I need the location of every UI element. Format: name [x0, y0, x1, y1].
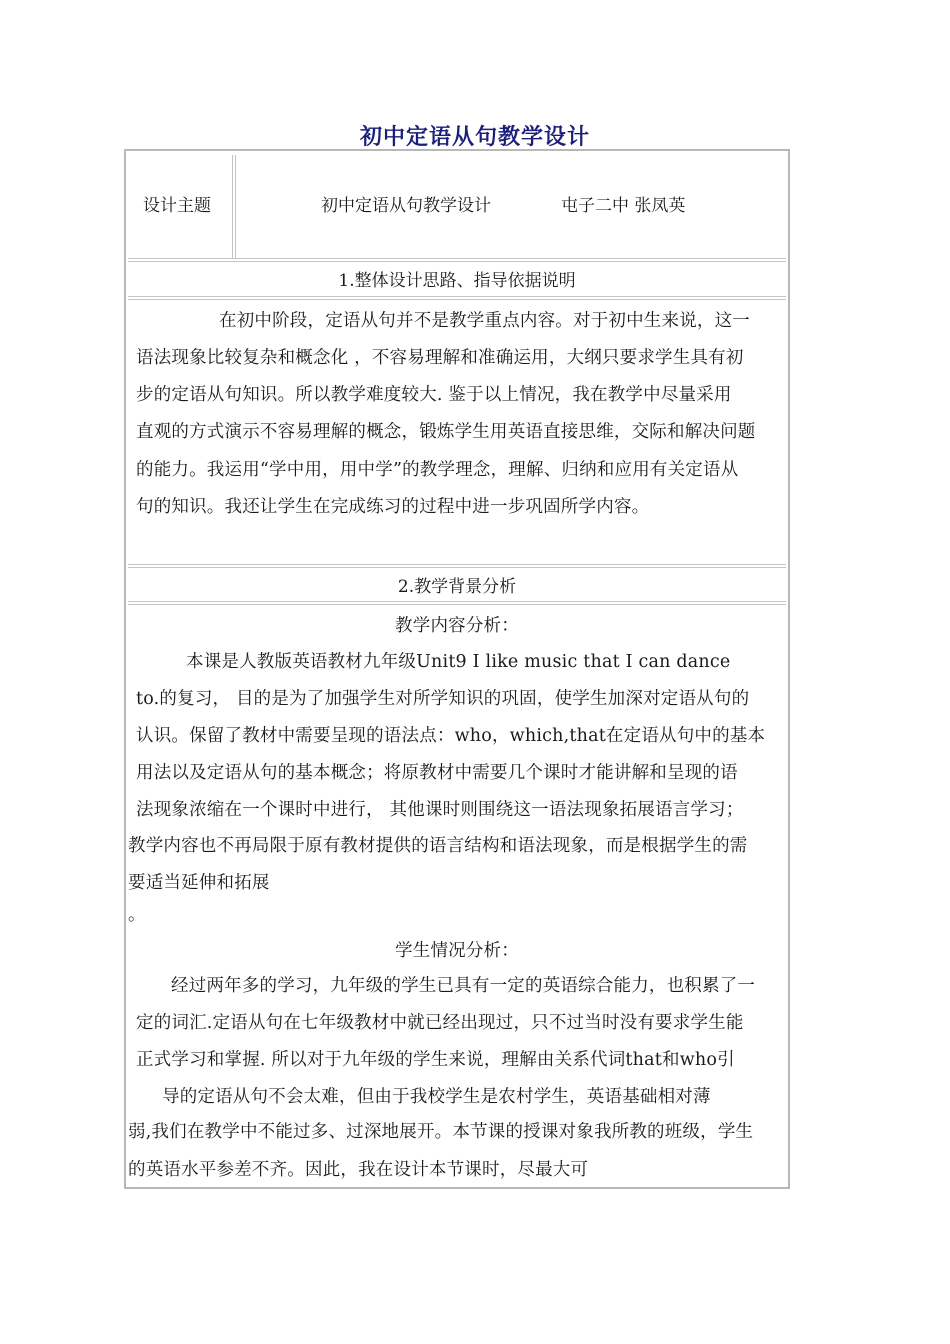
paragraph-line: 认识。保留了教材中需要呈现的语法点：who，which,that在定语从句中的基本: [136, 726, 766, 746]
row-divider: [128, 601, 786, 605]
paragraph-line: 本课是人教版英语教材九年级Unit9 I like music that I can dance: [186, 652, 731, 672]
subheading-content-analysis: 教学内容分析：: [395, 616, 519, 636]
paragraph-line: 的英语水平参差不齐。因此，我在设计本节课时，尽最大可: [128, 1160, 589, 1180]
paragraph-line: 法现象浓缩在一个课时中进行， 其他课时则围绕这一语法现象拓展语言学习；: [136, 800, 744, 820]
paragraph-line: 弱,我们在教学中不能过多、过深地展开。本节课的授课对象我所教的班级，学生: [128, 1122, 754, 1142]
author-info: 屯子二中 张凤英: [561, 196, 686, 216]
row-divider: [128, 296, 786, 300]
paragraph-line: 要适当延伸和拓展: [128, 873, 270, 893]
row-divider: [128, 564, 786, 568]
paragraph-line: 。: [128, 905, 146, 925]
paragraph-line: 步的定语从句知识。所以教学难度较大. 鉴于以上情况，我在教学中尽量采用: [136, 385, 732, 405]
section-heading-design-approach: 1.整体设计思路、指导依据说明: [338, 271, 576, 291]
paragraph-line: 教学内容也不再局限于原有教材提供的语言结构和语法现象，而是根据学生的需: [128, 836, 748, 856]
section-heading-teaching-background: 2.教学背景分析: [397, 577, 517, 597]
paragraph-line: 在初中阶段，定语从句并不是教学重点内容。对于初中生来说，这一: [219, 311, 750, 331]
paragraph-line: 正式学习和掌握. 所以对于九年级的学生来说，理解由关系代词that和who引: [136, 1050, 735, 1070]
row-divider: [128, 258, 786, 262]
paragraph-line: 用法以及定语从句的基本概念；将原教材中需要几个课时才能讲解和呈现的语: [136, 763, 738, 783]
table-column-divider: [232, 155, 236, 258]
design-topic-label: 设计主题: [143, 196, 211, 216]
paragraph-line: 经过两年多的学习，九年级的学生已具有一定的英语综合能力，也积累了一: [171, 976, 756, 996]
paragraph-line: 导的定语从句不会太难，但由于我校学生是农村学生，英语基础相对薄: [162, 1087, 711, 1107]
paragraph-line: 定的词汇.定语从句在七年级教材中就已经出现过，只不过当时没有要求学生能: [136, 1013, 744, 1033]
paragraph-line: 语法现象比较复杂和概念化 ，不容易理解和准确运用，大纲只要求学生具有初: [136, 348, 744, 368]
design-topic-value: 初中定语从句教学设计: [321, 196, 491, 216]
document-title: 初中定语从句教学设计: [359, 125, 590, 150]
paragraph-line: to.的复习， 目的是为了加强学生对所学知识的巩固，使学生加深对定语从句的: [136, 689, 750, 709]
subheading-student-analysis: 学生情况分析：: [395, 941, 519, 961]
paragraph-line: 的能力。我运用“学中用，用中学”的教学理念，理解、归纳和应用有关定语从: [136, 460, 739, 480]
paragraph-line: 句的知识。我还让学生在完成练习的过程中进一步巩固所学内容。: [136, 497, 650, 517]
paragraph-line: 直观的方式演示不容易理解的概念，锻炼学生用英语直接思维，交际和解决问题: [136, 422, 756, 442]
